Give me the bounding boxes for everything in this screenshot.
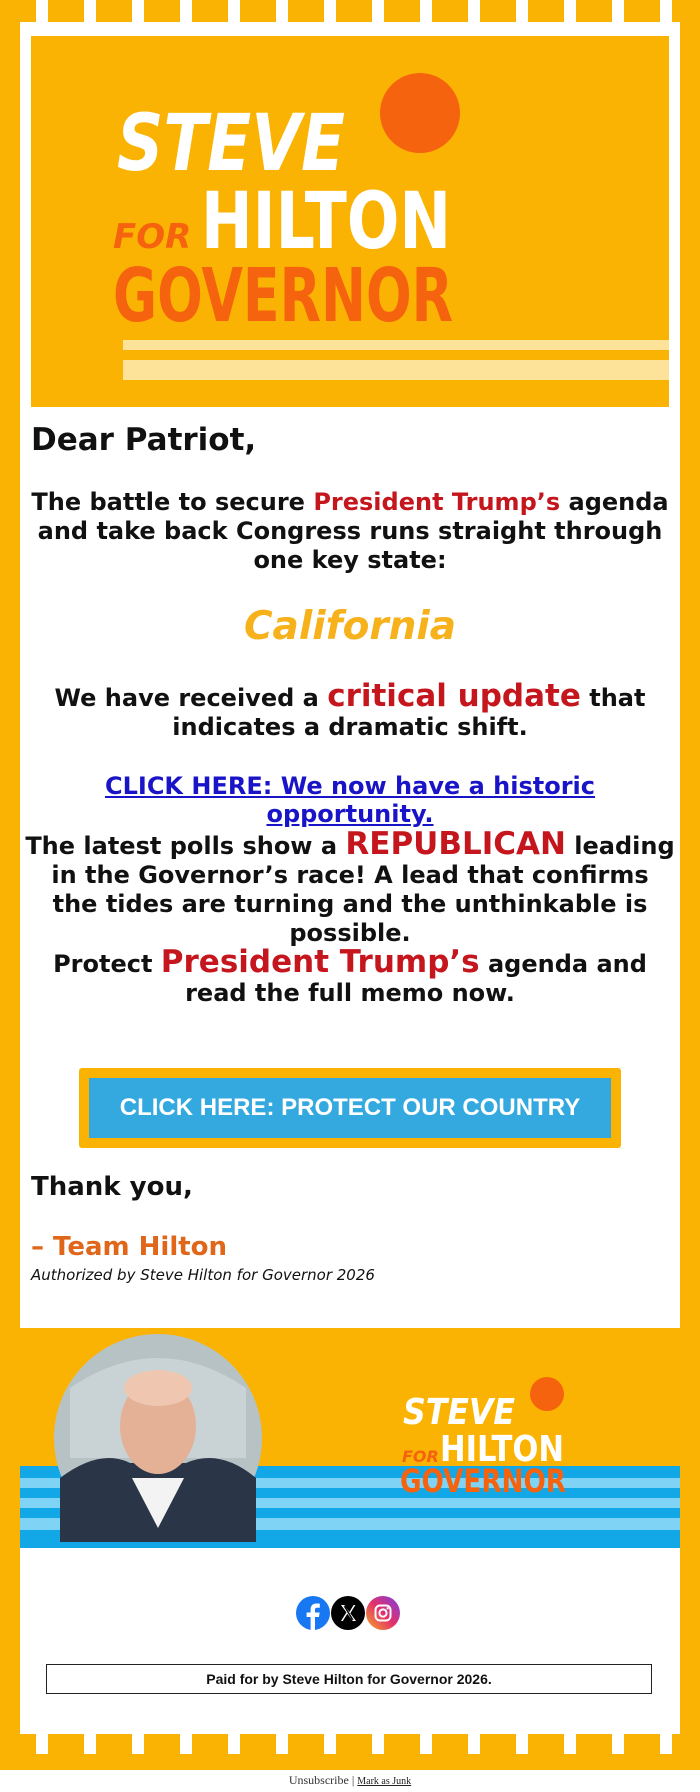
greeting: Dear Patriot,: [31, 422, 257, 458]
p4-highlight: President Trump’s: [160, 944, 480, 980]
hero-stripe-2: [123, 360, 669, 380]
closing-thanks: Thank you,: [31, 1172, 193, 1202]
banner-logo-for: FOR: [402, 1447, 439, 1466]
hero-logo-steve: STEVE: [117, 99, 345, 189]
signature: – Team Hilton: [31, 1232, 228, 1262]
p2-highlight: critical update: [327, 678, 581, 714]
paragraph-polls: [25, 826, 675, 948]
paragraph-update: [25, 678, 675, 742]
authorization-line: Authorized by Steve Hilton for Governor 2026: [31, 1266, 375, 1284]
x-icon[interactable]: [331, 1596, 365, 1630]
state-heading: California: [243, 604, 457, 649]
sun-circle: [380, 73, 460, 153]
p2-text-a: We have received a: [54, 684, 328, 712]
unsubscribe-link[interactable]: Unsubscribe: [288, 1773, 349, 1787]
footer: [20, 1548, 680, 1734]
candidate-photo: [54, 1334, 262, 1542]
hero-logo: [31, 36, 669, 407]
email-body: [20, 22, 680, 1328]
banner-logo-governor: GOVERNOR: [400, 1462, 566, 1500]
paragraph-battle: [25, 488, 675, 575]
protect-country-button[interactable]: CLICK HERE: PROTECT OUR COUNTRY: [89, 1078, 611, 1138]
mark-as-junk-link[interactable]: Mark as Junk: [357, 1776, 412, 1787]
p1-text-b: agenda and take back Congress runs straight through one key state:: [37, 488, 669, 574]
p2-text-b: that indicates a dramatic shift.: [172, 684, 646, 741]
paragraph-protect: [25, 944, 675, 1008]
instagram-icon[interactable]: [366, 1596, 400, 1630]
paid-for-disclaimer: Paid for by Steve Hilton for Governor 2026.: [46, 1664, 652, 1694]
unsubscribe-bar: [0, 1770, 700, 1791]
hero-stripe-1: [123, 340, 669, 350]
p3-highlight: REPUBLICAN: [345, 826, 566, 862]
p1-highlight: President Trump’s: [313, 488, 561, 516]
hero-logo-governor: GOVERNOR: [113, 253, 453, 339]
facebook-icon[interactable]: [296, 1596, 330, 1630]
p3-text-b: leading in the Governor’s race! A lead that confirms the tides are turning and the unthinkable is possible.: [51, 832, 675, 947]
p4-text-b: agenda and read the full memo now.: [185, 950, 647, 1007]
social-links: [296, 1596, 400, 1630]
separator: |: [351, 1773, 355, 1787]
hero-logo-banner: [31, 36, 669, 407]
footer-banner-art: [20, 1328, 680, 1548]
top-stripe-border: [0, 0, 700, 22]
banner-logo-steve: STEVE: [403, 1392, 516, 1433]
banner-sun-circle: [530, 1377, 564, 1411]
footer-banner: [20, 1328, 680, 1548]
p1-text-a: The battle to secure: [31, 488, 314, 516]
p3-text-a: The latest polls show a: [25, 832, 346, 860]
historic-opportunity-link[interactable]: CLICK HERE: We now have a historic opportunity.: [104, 772, 596, 828]
p4-text-a: Protect: [53, 950, 161, 978]
hero-logo-hilton: HILTON: [201, 177, 451, 267]
banner-logo-hilton: HILTON: [440, 1429, 564, 1470]
bottom-stripe-border: [0, 1734, 700, 1754]
cta-button-frame: [79, 1068, 621, 1148]
hero-logo-for: FOR: [113, 217, 192, 257]
